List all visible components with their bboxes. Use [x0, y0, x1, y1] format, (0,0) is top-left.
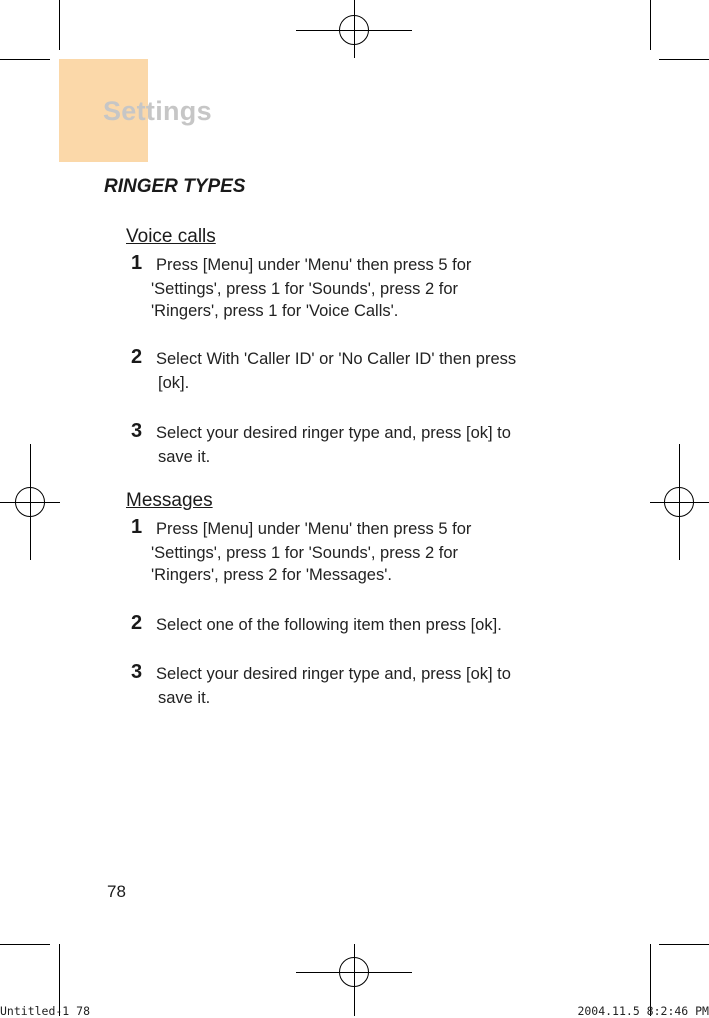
- messages-heading: Messages: [126, 490, 213, 511]
- print-slug-left: Untitled-1 78: [0, 1004, 91, 1018]
- step-text-line: 'Ringers', press 2 for 'Messages'.: [151, 566, 392, 584]
- crop-mark-top-left-h: [0, 59, 50, 60]
- step-text-line: Press [Menu] under 'Menu' then press 5 for: [156, 256, 472, 274]
- crop-mark-bottom-right-h: [659, 944, 709, 945]
- step-number: 1: [131, 516, 143, 538]
- step-text-line: Select one of the following item then press [ok].: [156, 616, 502, 634]
- step-number: 3: [131, 420, 143, 442]
- step-number: 3: [131, 661, 143, 683]
- step-text-line: 'Settings', press 1 for 'Sounds', press 2 for: [151, 544, 458, 562]
- step-number: 2: [131, 346, 143, 368]
- step-text-line: Press [Menu] under 'Menu' then press 5 for: [156, 520, 472, 538]
- step-text-line: 'Settings', press 1 for 'Sounds', press 2 for: [151, 280, 458, 298]
- step-number: 2: [131, 612, 143, 634]
- page-header-title: Settings: [103, 96, 212, 126]
- step-text-line: [ok].: [158, 374, 190, 392]
- print-slug-right: 2004.11.5 8:2:46 PM: [577, 1004, 709, 1018]
- crop-mark-top-right-h: [659, 59, 709, 60]
- step-text-line: save it.: [158, 448, 211, 466]
- crop-mark-bottom-left-h: [0, 944, 50, 945]
- page-number: 78: [107, 882, 126, 901]
- section-title: RINGER TYPES: [104, 176, 246, 197]
- step-text-line: Select your desired ringer type and, press [ok] to: [156, 424, 511, 442]
- crop-mark-top-left-v: [59, 0, 60, 50]
- voice-calls-heading: Voice calls: [126, 226, 216, 247]
- step-text-line: save it.: [158, 689, 211, 707]
- step-text-line: Select your desired ringer type and, press [ok] to: [156, 665, 511, 683]
- step-text-line: 'Ringers', press 1 for 'Voice Calls'.: [151, 302, 399, 320]
- crop-mark-top-right-v: [650, 0, 651, 50]
- step-number: 1: [131, 252, 143, 274]
- step-text-line: Select With 'Caller ID' or 'No Caller ID' then press: [156, 350, 517, 368]
